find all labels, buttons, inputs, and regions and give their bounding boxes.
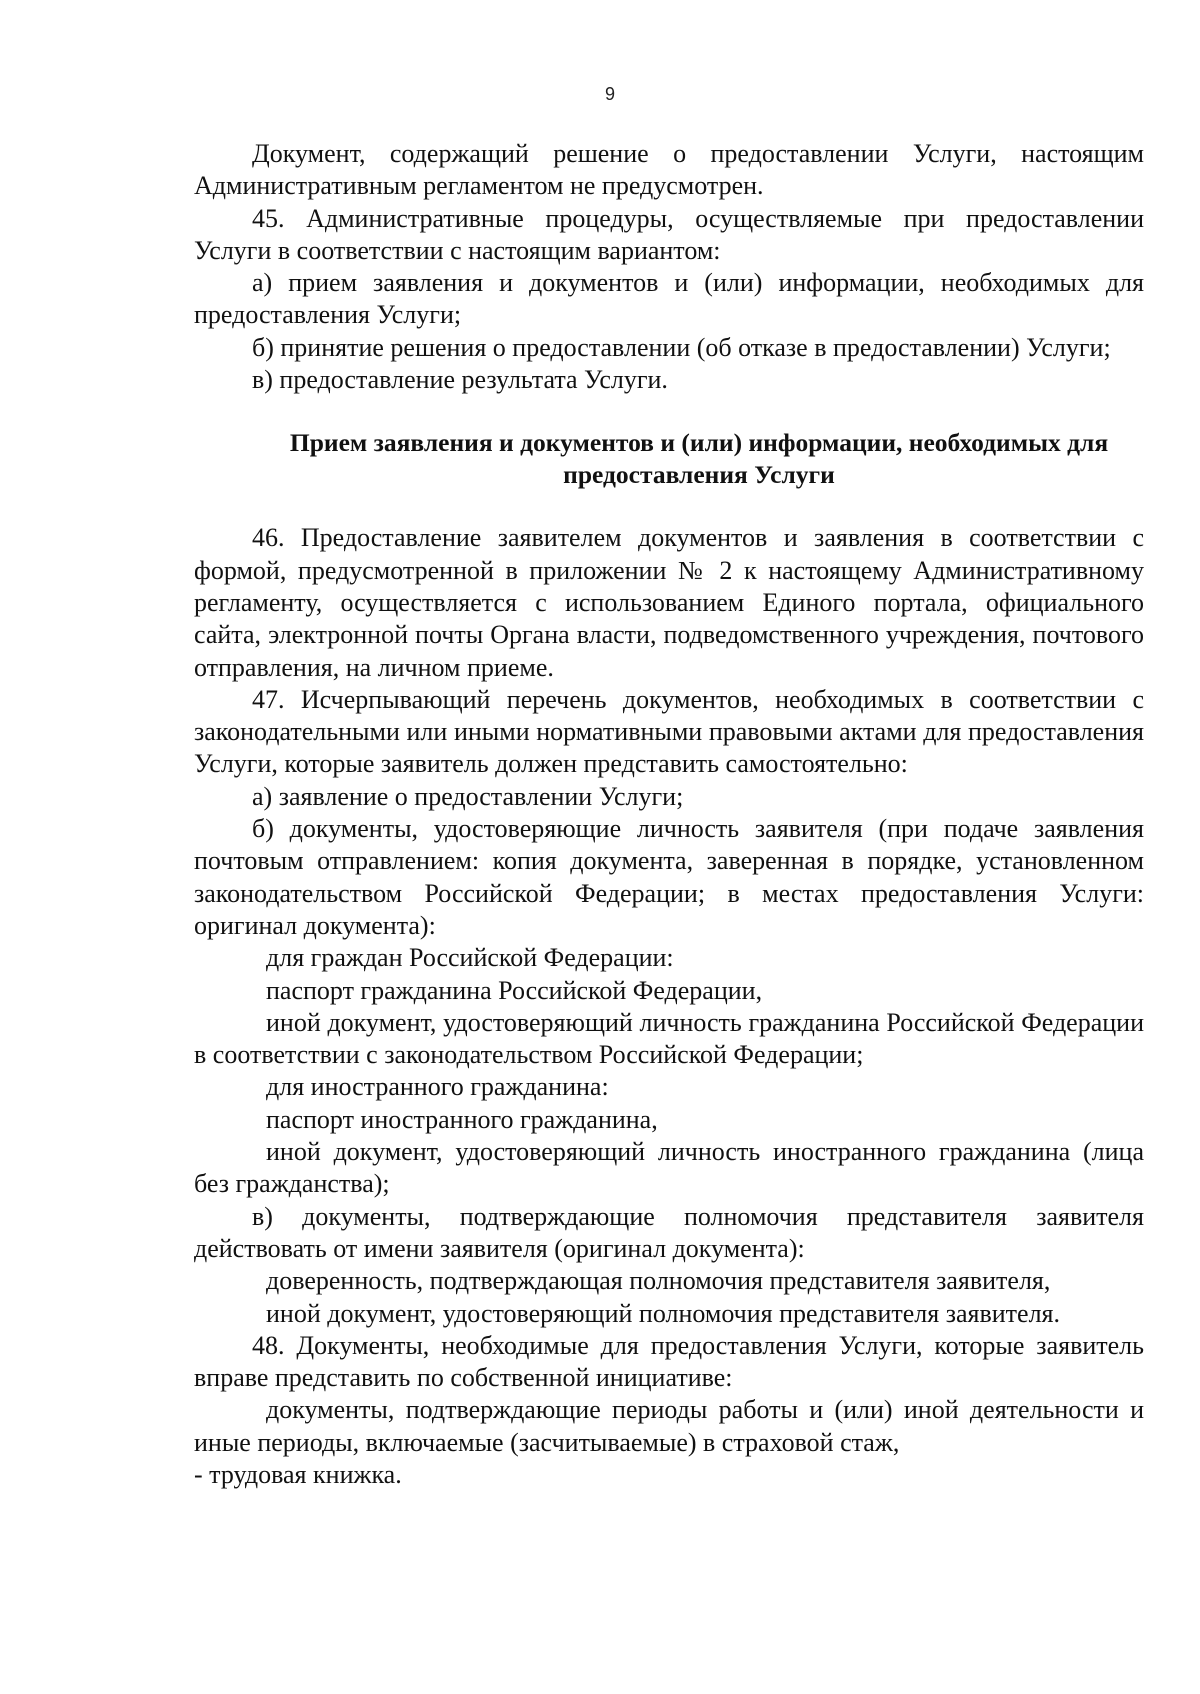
paragraph-47-v: в) документы, подтверждающие полномочия представителя заявителя действовать от имени заявителя (оригинал документа): [194, 1201, 1144, 1263]
list-item-foreign-passport: паспорт иностранного гражданина, [266, 1104, 658, 1134]
document-body [194, 138, 1144, 1491]
paragraph-47-b: б) документы, удостоверяющие личность заявителя (при подаче заявления почтовым отправлением: копия документа, заверенная в порядке, установленном законодательством Российской Федерации; в местах предоставления Услуги: оригинал документа): [194, 814, 1144, 940]
paragraph-45-v: в) предоставление результата Услуги. [252, 365, 668, 395]
paragraph-47: 47. Исчерпывающий перечень документов, необходимых в соответствии с законодательными или иными нормативными правовыми актами для предоставления Услуги, которые заявитель должен представить самостоятельно: [194, 684, 1144, 779]
paragraph-45-b: б) принятие решения о предоставлении (об отказе в предоставлении) Услуги; [252, 332, 1111, 362]
list-item-other-document-rf: иной документ, удостоверяющий личность гражданина Российской Федерации в соответствии с законодательством Российской Федерации; [194, 1007, 1144, 1070]
paragraph-48: 48. Документы, необходимые для предоставления Услуги, которые заявитель вправе представить по собственной инициативе: [194, 1330, 1144, 1393]
page-number: 9 [604, 84, 615, 104]
paragraph-45-a: а) прием заявления и документов и (или) информации, необходимых для предоставления Услуги; [194, 268, 1144, 330]
list-item-work-record-book: - трудовая книжка. [194, 1459, 402, 1489]
list-item-other-authority-document: иной документ, удостоверяющий полномочия представителя заявителя. [266, 1298, 1061, 1328]
list-item-work-period-documents: документы, подтверждающие периоды работы и (или) иной деятельности и иные периоды, включаемые (засчитываемые) в страховой стаж, [194, 1395, 1144, 1457]
paragraph-document-note: Документ, содержащий решение о предоставлении Услуги, настоящим Административным регламентом не предусмотрен. [194, 139, 1144, 201]
paragraph-46: 46. Предоставление заявителем документов и заявления в соответствии с формой, предусмотренной в приложении № 2 к настоящему Административному регламенту, осуществляется с использованием Единого портала, официального сайта, электронной почты Органа власти, подведомственного учреждения, почтового отправления, на личном приеме. [194, 523, 1144, 682]
list-item-passport-rf: паспорт гражданина Российской Федерации, [266, 975, 763, 1005]
section-heading: Прием заявления и документов и (или) информации, необходимых для предоставления Услуги [289, 428, 1109, 490]
list-item-other-document-foreign: иной документ, удостоверяющий личность иностранного гражданина (лица без гражданства); [194, 1137, 1144, 1199]
list-item-citizens-rf: для граждан Российской Федерации: [266, 943, 674, 973]
list-item-power-of-attorney: доверенность, подтверждающая полномочия представителя заявителя, [266, 1266, 1051, 1296]
paragraph-47-a: а) заявление о предоставлении Услуги; [252, 781, 684, 811]
paragraph-45: 45. Административные процедуры, осуществляемые при предоставлении Услуги в соответствии с настоящим вариантом: [194, 203, 1144, 265]
list-item-foreign-citizen: для иностранного гражданина: [266, 1072, 609, 1102]
